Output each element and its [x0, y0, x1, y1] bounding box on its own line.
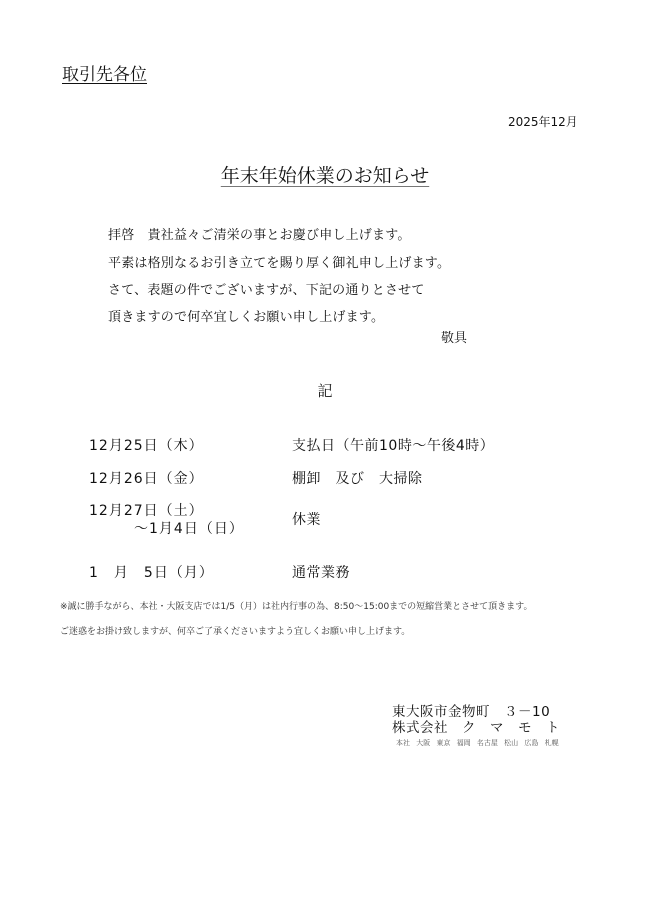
schedule-date: 12月27日（土）: [89, 503, 204, 519]
closing-remark: 敬具: [441, 331, 468, 346]
title-text: 年末年始休業のお知らせ: [220, 165, 430, 187]
schedule-desc: 通常業務: [292, 565, 350, 581]
schedule-desc: 棚卸 及び 大掃除: [292, 471, 423, 487]
sender-company: 株式会社 ク マ モ ト: [392, 720, 560, 736]
branch-list: 本社 大阪 東京 福岡 名古屋 松山 広島 札幌: [396, 739, 559, 747]
schedule-date: 1 月 5日（月）: [89, 565, 214, 581]
ki-heading: 記: [317, 382, 333, 400]
issue-date: 2025年12月: [508, 115, 578, 129]
schedule-date-end: ～1月4日（日）: [134, 521, 244, 537]
body-line: さて、表題の件でございますが、下記の通りとさせて: [108, 283, 425, 298]
schedule-desc: 支払日（午前10時～午後4時）: [292, 438, 495, 454]
note-line: ※誠に勝手ながら、本社・大阪支店では1/5（月）は社内行事の為、8:50～15:00までの短縮営業とさせて頂きます。: [60, 602, 533, 612]
sender-address: 東大阪市金物町 ３－10: [392, 704, 551, 720]
body-line: 平素は格別なるお引き立てを賜り厚く御礼申し上げます。: [108, 256, 451, 271]
schedule-date: 12月26日（金）: [89, 471, 204, 487]
body-line: 拝啓 貴社益々ご清栄の事とお慶び申し上げます。: [108, 228, 411, 243]
schedule-desc: 休業: [292, 512, 321, 528]
note-line: ご迷惑をお掛け致しますが、何卒ご了承くださいますよう宜しくお願い申し上げます。: [60, 627, 411, 637]
document-title: [0, 161, 650, 188]
body-line: 頂きますので何卒宜しくお願い申し上げます。: [108, 310, 385, 325]
schedule-date: 12月25日（木）: [89, 438, 204, 454]
addressee: 取引先各位: [62, 65, 147, 85]
